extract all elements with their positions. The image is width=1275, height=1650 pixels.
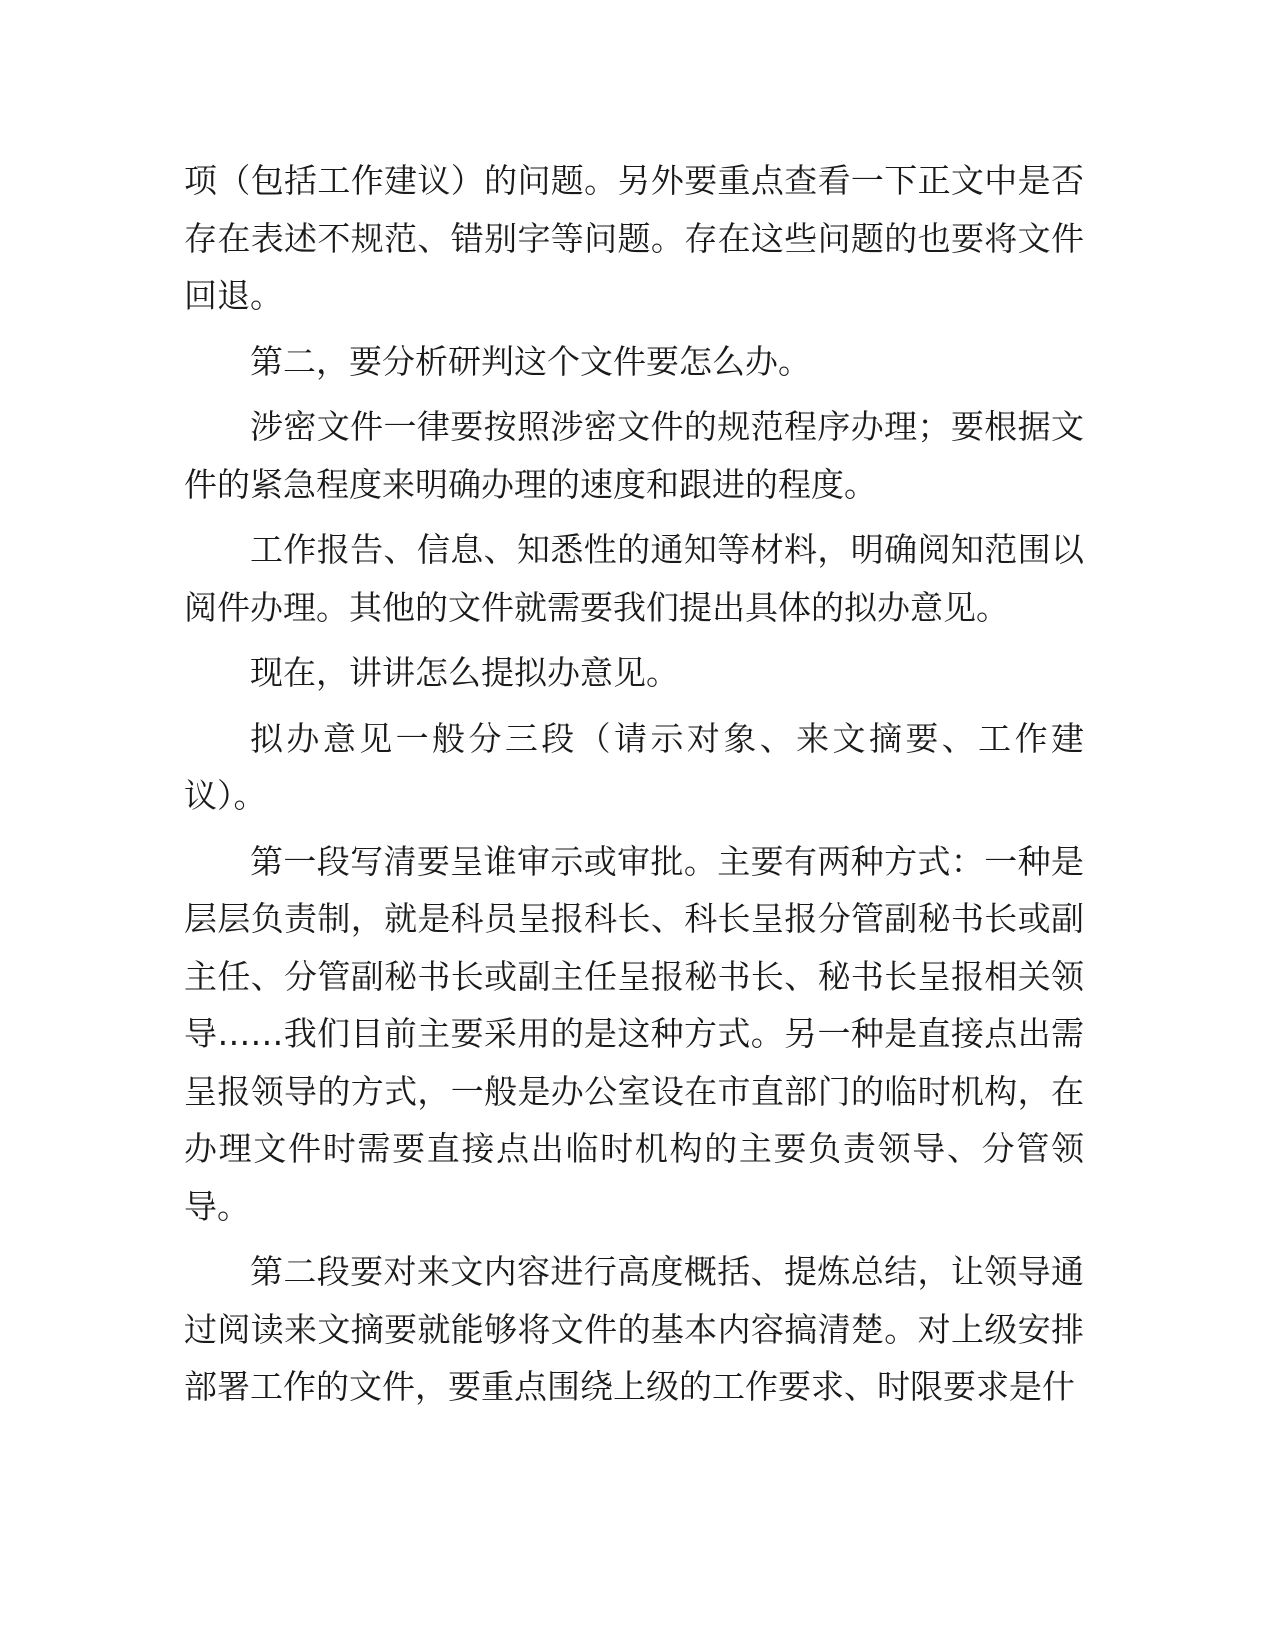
paragraph-three-sections: 拟办意见一般分三段（请示对象、来文摘要、工作建议）。 — [184, 718, 1084, 815]
paragraph-continuation: 项（包括工作建议）的问题。另外要重点查看一下正文中是否存在表述不规范、错别字等问题。存在这些问题的也要将文件回退。 — [184, 161, 1084, 315]
paragraph-second-section: 第二段要对来文内容进行高度概括、提炼总结，让领导通过阅读来文摘要就能够将文件的基本内容搞清楚。对上级安排部署工作的文件，要重点围绕上级的工作要求、时限要求是什 — [184, 1252, 1084, 1406]
paragraph-reading-files: 工作报告、信息、知悉性的通知等材料，明确阅知范围以阅件办理。其他的文件就需要我们提出具体的拟办意见。 — [184, 530, 1084, 627]
document-body — [184, 152, 1084, 1424]
paragraph-second-point: 第二，要分析研判这个文件要怎么办。 — [250, 341, 811, 381]
paragraph-how-to-propose: 现在，讲讲怎么提拟办意见。 — [250, 653, 679, 692]
paragraph-first-section: 第一段写清要呈谁审示或审批。主要有两种方式：一种是层层负责制，就是科员呈报科长、科长呈报分管副秘书长或副主任、分管副秘书长或副主任呈报秘书长、秘书长呈报相关领导……我们目前主要采用的是这种方式。另一种是直接点出需呈报领导的方式，一般是办公室设在市直部门的临时机构，在办理文件时需要直接点出临时机构的主要负责领导、分管领导。 — [184, 841, 1084, 1226]
paragraph-classified-files: 涉密文件一律要按照涉密文件的规范程序办理；要根据文件的紧急程度来明确办理的速度和跟进的程度。 — [184, 407, 1084, 504]
